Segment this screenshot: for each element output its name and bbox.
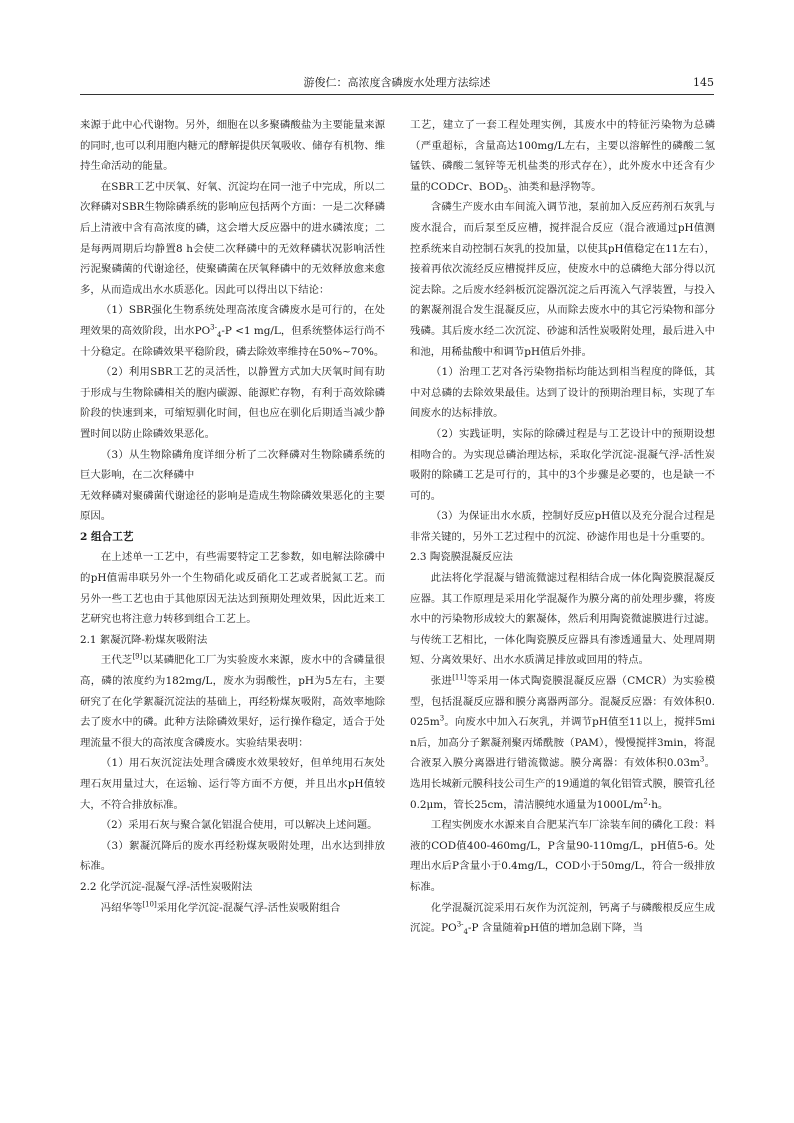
paragraph: （3）从生物除磷角度详细分析了二次释磷对生物除磷系统的巨大影响，在二次释磷中 bbox=[80, 448, 385, 482]
paragraph bbox=[80, 650, 385, 753]
paragraph: （2）利用SBR工艺的灵活性，以静置方式加大厌氧时间有助于形成与生物除磷相关的胞内碳源、能源贮存物，有利于高效除磷阶段的快速到来，可缩短驯化时间，但也应在驯化后期适当减少静置时间以防止除磷效果恶化。 bbox=[80, 366, 385, 440]
superscript: 3- bbox=[210, 323, 217, 332]
paragraph: 无效释磷对聚磷菌代谢途径的影响是造成生物除磷效果恶化的主要原因。 bbox=[80, 489, 385, 523]
running-header bbox=[80, 76, 714, 95]
paragraph: （2）实践证明，实际的除磷过程是与工艺设计中的预期设想相吻合的。为实现总磷治理达标，采取化学沉淀-混凝气浮-活性炭吸附的除磷工艺是可行的，其中的3个步骤是必要的，也是缺一不可的。 bbox=[410, 427, 715, 502]
paragraph: （1）治理工艺对各污染物指标均能达到相当程度的降低，其中对总磷的去除效果最佳。达到了设计的预期治理目标，实现了车间废水的达标排放。 bbox=[410, 366, 715, 420]
superscript: 3- bbox=[456, 920, 464, 929]
subsection-heading: 2.2 化学沉淀-混凝气浮-活性炭吸附法 bbox=[80, 880, 253, 893]
subscript: 5 bbox=[503, 186, 509, 195]
text-run: 采用化学沉淀-混凝气浮-活性炭吸附组合 bbox=[156, 901, 341, 914]
running-title: 游俊仁：高浓度含磷废水处理方法综述 bbox=[303, 76, 491, 89]
paragraph: （3）为保证出水水质，控制好反应pH值以及充分混合过程是非常关键的，另外工艺过程中的沉淀、砂滤作用也是十分重要的。 bbox=[410, 510, 715, 543]
right-column bbox=[410, 115, 715, 939]
left-column bbox=[80, 115, 385, 918]
text-run: 、油类和悬浮物等。 bbox=[508, 180, 602, 193]
paragraph: 工程实例废水水源来自合肥某汽车厂涂装车间的磷化工段：料液的COD值400-460mg/L，P含量90-110mg/L，pH值5-6。处理出水后P含量小于0.4mg/L，COD小于50mg/L，符合一级排放标准。 bbox=[410, 819, 715, 893]
text-run: ·h。 bbox=[647, 798, 669, 811]
section-heading: 2 组合工艺 bbox=[80, 530, 134, 543]
subsection-heading: 2.3 陶瓷膜混凝反应法 bbox=[410, 551, 513, 564]
citation: [10] bbox=[142, 900, 157, 909]
paragraph: 在上述单一工艺中，有些需要特定工艺参数，如电解法除磷中的pH值需串联另外一个生物硝化或反硝化工艺或者脱氮工艺。而另外一些工艺也由于其他原因无法达到预期处理效果，因此近来工艺研究也将注意力转移到组合工艺上。 bbox=[80, 551, 385, 626]
paragraph bbox=[410, 671, 715, 815]
superscript: 2 bbox=[643, 797, 648, 806]
superscript: 3 bbox=[439, 714, 445, 723]
page-number: 145 bbox=[693, 76, 714, 89]
citation: [9] bbox=[132, 652, 143, 661]
citation: [11] bbox=[452, 673, 467, 682]
text-run: 以某磷肥化工厂为实验废水来源，废水中的含磷量很高，磷的浓度约为182mg/L，废水为弱酸性，pH为5左右，主要研究了在化学絮凝沉淀法的基础上，再经粉煤灰吸附，高效率地除去了废水中的磷。此种方法除磷效果好，运行操作稳定，适合于处理流量不很大的高浓度含磷废水。实验结果表明： bbox=[80, 654, 386, 749]
superscript: 3 bbox=[699, 755, 705, 764]
paragraph bbox=[80, 898, 385, 919]
text-run: 工艺，建立了一套工程处理实例，其废水中的特征污染物为总磷（严重超标，含量高达100mg/L左右，主要以溶解性的磷酸二氢锰铁、磷酸二氢锌等无机盐类的形式存在），此外废水中还含有少量的CODCr、BOD bbox=[410, 119, 715, 193]
paragraph bbox=[410, 115, 715, 197]
text-run: 王代芝 bbox=[100, 654, 133, 667]
text-run: （1）SBR强化生物系统处理高浓度含磷废水是可行的，在处理效果的高效阶段，出水PO bbox=[80, 304, 385, 337]
text-run: 化学混凝沉淀采用石灰作为沉淀剂，钙离子与磷酸根反应生成沉淀。PO bbox=[410, 901, 715, 935]
subscript: 4 bbox=[463, 928, 468, 937]
paragraph bbox=[80, 300, 385, 362]
paragraph: 来源于此中心代谢物。另外，细胞在以多聚磷酸盐为主要能量来源的同时,也可以利用胞内糖元的酵解提供厌氧吸收、储存有机物、维持生命活动的能量。 bbox=[80, 119, 385, 173]
text-run: -P <1 mg/L，但系统整体运行尚不十分稳定。在除磷效果平稳阶段，磷去除效率维持在50%~70%。 bbox=[80, 324, 385, 358]
paragraph: 在SBR工艺中厌氧、好氧、沉淀均在同一池子中完成，所以二次释磷对SBR生物除磷系统的影响应包括两个方面：一是二次释磷后上清液中含有高浓度的磷，这会增大反应器中的进水磷浓度；二是每两周期后均静置8 h会使二次释磷中的无效释磷状况影响活性污泥聚磷菌的代谢途径，使聚磷菌在厌氧释磷中的无效释放愈来愈多，从而造成出水水质恶化。因此可以得出以下结论： bbox=[80, 180, 385, 296]
text-run: -P 含量随着pH值的增加急剧下降，当 bbox=[467, 922, 643, 935]
subscript: 4 bbox=[216, 331, 222, 340]
paragraph bbox=[410, 898, 715, 939]
paragraph: （2）采用石灰与聚合氯化铝混合使用，可以解决上述问题。 bbox=[100, 819, 378, 832]
text-run: 张进 bbox=[430, 675, 453, 688]
subsection-heading: 2.1 絮凝沉降-粉煤灰吸附法 bbox=[80, 633, 208, 646]
paragraph: （1）用石灰沉淀法处理含磷废水效果较好，但单纯用石灰处理石灰用量过大，在运输、运行等方面不方便，并且出水pH值较大，不符合排放标准。 bbox=[80, 757, 385, 811]
text-run: 。向废水中加入石灰乳，并调节pH值至11以上，搅拌5min后，加高分子絮凝剂聚丙烯酰胺（PAM），慢慢搅拌3min，将混合液泵入膜分离器进行错流微滤。膜分离器：有效体积0.03m bbox=[410, 716, 715, 770]
paragraph: 此法将化学混凝与错流微滤过程相结合成一体化陶瓷膜混凝反应器。其工作原理是采用化学混凝作为膜分离的前处理步骤，将废水中的污染物形成较大的絮凝体，然后利用陶瓷微滤膜进行过滤。与传统工艺相比，一体化陶瓷膜反应器具有渗透通量大、处理周期短、分离效果好、出水水质满足排放或回用的特点。 bbox=[410, 572, 715, 667]
paragraph: （3）絮凝沉降后的废水再经粉煤灰吸附处理，出水达到排放标准。 bbox=[80, 839, 385, 873]
text-run: 等采用一体式陶瓷膜混凝反应器（CMCR）为实验模型，包括混凝反应器和膜分离器两部分。混凝反应器：有效体积0.025m bbox=[410, 675, 715, 729]
text-run: 。选用长城新元膜科技公司生产的19通道的氧化铝管式膜，膜管孔径0.2μm，管长25cm，清洁膜纯水通量为1000L/m bbox=[410, 757, 715, 811]
text-run: 冯绍华等 bbox=[100, 901, 143, 914]
paragraph: 含磷生产废水由车间流入调节池，泵前加入反应药剂石灰乳与废水混合，而后泵至反应槽，搅拌混合反应（混合液通过pH值测控系统来自动控制石灰乳的投加量，以使其pH值稳定在11左右），接着再依次流经反应槽搅拌反应，使废水中的总磷绝大部分得以沉淀去除。之后废水经斜板沉淀器沉淀之后再流入气浮装置，与投入的絮凝剂混合发生混凝反应，从而除去废水中的其它污染物和部分残磷。其后废水经二次沉淀、砂滤和活性炭吸附处理，最后进入中和池，用稀盐酸中和调节pH值后外排。 bbox=[410, 201, 715, 358]
